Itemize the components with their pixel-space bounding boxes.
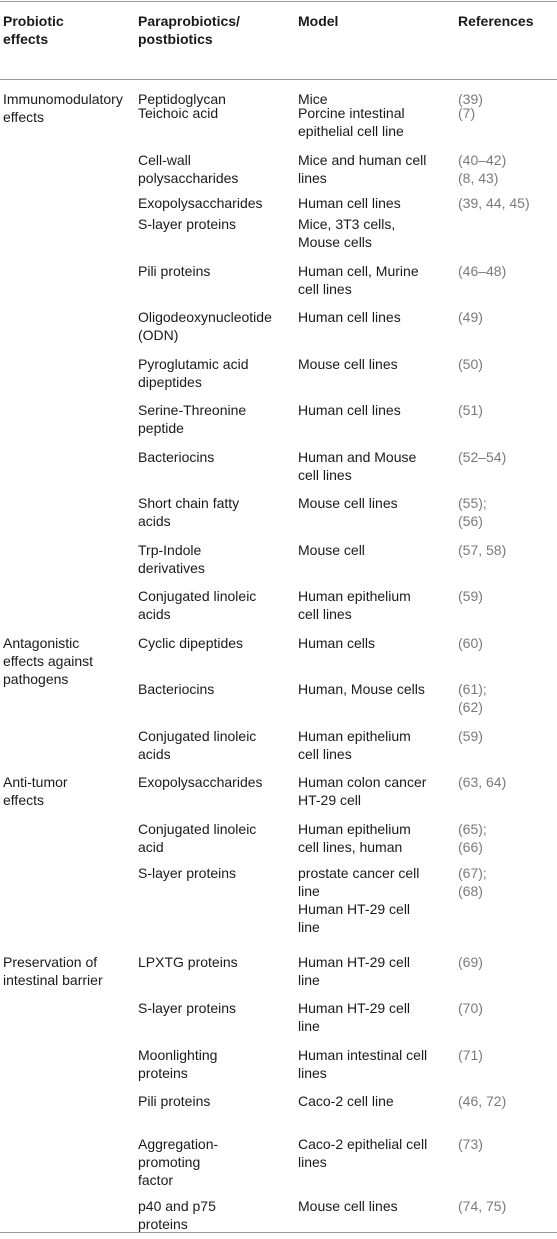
reference-link[interactable]: (55); [458,495,487,511]
postbiotic-cell [138,634,243,652]
reference-link[interactable]: (69) [458,954,483,970]
cell-text-line: Human HT-29 cell [298,1000,411,1016]
cell-text-line: effects against [3,653,94,669]
postbiotic-cell [138,1135,218,1189]
postbiotic-cell [138,401,246,437]
references-cell[interactable] [458,194,530,212]
cell-text-line: S-layer proteins [138,865,237,881]
references-cell[interactable] [458,1197,506,1215]
postbiotic-cell [138,953,238,971]
cell-text-line: Mouse cells [298,234,372,250]
cell-text-line: factor [138,1172,174,1188]
cell-text-line: Anti-tumor [3,774,68,790]
cell-text-line: pathogens [3,671,69,687]
postbiotic-cell [138,680,214,698]
table-top-rule [0,1,557,2]
cell-text-line: p40 and p75 [138,1198,216,1214]
cell-text-line: Human colon cancer [298,774,427,790]
reference-link[interactable]: (66) [458,839,483,855]
header-model: Model [298,13,339,29]
header-references: References [458,13,534,29]
references-cell[interactable] [458,151,506,187]
cell-text-line: Human cell, Murine [298,263,419,279]
cell-text-line: lines [298,1154,327,1170]
reference-link[interactable]: (50) [458,356,483,372]
cell-text-line: Human cell lines [298,309,401,325]
cell-text-line: line [298,883,320,899]
postbiotic-cell [138,773,263,791]
references-cell[interactable] [458,727,483,745]
references-cell[interactable] [458,680,487,716]
cell-text-line: Mouse cell lines [298,1198,398,1214]
postbiotic-cell [138,727,256,763]
model-cell [298,680,425,698]
cell-text-line: proteins [138,1065,188,1081]
cell-text-line: Human epithelium [298,728,411,744]
postbiotic-cell [138,494,239,530]
references-cell[interactable] [458,494,487,530]
cell-text-line: polysaccharides [138,170,239,186]
cell-text-line: acids [138,606,171,622]
model-cell [298,215,395,251]
header-paraprobiotics-postbiotics: Paraprobiotics/ postbiotics [138,13,240,47]
cell-text-line: Conjugated linoleic [138,821,257,837]
cell-text-line: Trp-Indole [138,542,202,558]
cell-text-line: Immunomodulatory [3,91,123,107]
cell-text-line: Porcine intestinal [298,105,405,121]
reference-link[interactable]: (40–42) [458,152,507,168]
cell-text-line: Exopolysaccharides [138,774,263,790]
cell-text-line: cell lines [298,281,352,297]
reference-link[interactable]: (68) [458,883,483,899]
cell-text-line: Human cell lines [298,402,401,418]
postbiotic-cell [138,104,218,122]
cell-text-line: Peptidoglycan [138,91,226,107]
cell-text-line: peptide [138,420,184,436]
references-cell[interactable] [458,999,483,1017]
cell-text-line: Mouse cell lines [298,356,398,372]
postbiotic-cell [138,308,272,344]
references-cell[interactable] [458,541,506,559]
cell-text-line: Short chain fatty [138,495,240,511]
postbiotic-cell [138,355,249,391]
cell-text-line: dipeptides [138,374,202,390]
cell-text-line: Oligodeoxynucleotide [138,309,272,325]
model-cell [298,1197,398,1215]
cell-text-line: Pili proteins [138,263,211,279]
cell-text-line: Serine-Threonine [138,402,247,418]
references-cell[interactable] [458,773,506,791]
reference-link[interactable]: (73) [458,1136,483,1152]
reference-link[interactable]: (60) [458,635,483,651]
postbiotic-cell [138,1092,210,1110]
cell-text-line: Pili proteins [138,1093,211,1109]
probiotic-effect-cell [3,90,123,126]
reference-link[interactable]: (8, 43) [458,170,499,186]
model-cell [298,634,375,652]
cell-text-line: Teichoic acid [138,105,219,121]
reference-link[interactable]: (62) [458,699,483,715]
references-cell[interactable] [458,1092,506,1110]
model-cell [298,355,398,373]
reference-link[interactable]: (46, 72) [458,1093,507,1109]
cell-text-line: cell lines, human [298,839,403,855]
cell-text-line: cell lines [298,467,352,483]
cell-text-line: acids [138,746,171,762]
cell-text-line: S-layer proteins [138,1000,237,1016]
references-cell[interactable] [458,401,483,419]
reference-link[interactable]: (56) [458,513,483,529]
cell-text-line: (ODN) [138,327,179,343]
cell-text-line: line [298,919,320,935]
references-cell[interactable] [458,820,487,856]
model-cell [298,999,410,1035]
cell-text-line: Bacteriocins [138,449,215,465]
cell-text-line: LPXTG proteins [138,954,238,970]
model-cell [298,494,398,512]
cell-text-line: epithelial cell line [298,123,404,139]
model-cell [298,864,419,936]
cell-text-line: Human cells [298,635,376,651]
cell-text-line: Aggregation- [138,1136,219,1152]
cell-text-line: derivatives [138,560,205,576]
cell-text-line: promoting [138,1154,201,1170]
postbiotic-cell [138,151,238,187]
cell-text-line: effects [3,792,44,808]
cell-text-line: Human HT-29 cell [298,954,411,970]
reference-link[interactable]: (63, 64) [458,774,507,790]
cell-text-line: Human, Mouse cells [298,681,425,697]
probiotic-effect-cell [3,634,93,688]
cell-text-line: Pyroglutamic acid [138,356,249,372]
cell-text-line: Conjugated linoleic [138,588,257,604]
model-cell [298,1046,427,1082]
reference-link[interactable]: (61); [458,681,487,697]
reference-link[interactable]: (59) [458,728,483,744]
probiotic-effect-cell [3,773,68,809]
cell-text-line: acid [138,839,164,855]
cell-text-line: line [298,1018,320,1034]
cell-text-line: Mouse cell [298,542,365,558]
cell-text-line: Mouse cell lines [298,495,398,511]
cell-text-line: HT-29 cell [298,792,362,808]
reference-link[interactable]: (65); [458,821,487,837]
model-cell [298,194,401,212]
model-cell [298,727,411,763]
cell-text-line: proteins [138,1216,188,1232]
model-cell [298,308,401,326]
model-cell [298,401,401,419]
model-cell [298,1135,427,1171]
reference-link[interactable]: (46–48) [458,263,507,279]
postbiotic-cell [138,864,236,882]
references-cell[interactable] [458,587,483,605]
model-cell [298,1092,394,1110]
header-probiotic-effects: Probiotic effects [3,13,64,47]
cell-text-line: Human and Mouse [298,449,417,465]
cell-text-line: Conjugated linoleic [138,728,257,744]
references-cell[interactable] [458,308,483,326]
cell-text-line: Human epithelium [298,821,411,837]
model-cell [298,587,411,623]
cell-text-line: Human intestinal cell [298,1047,428,1063]
model-cell [298,262,419,298]
postbiotic-cell [138,1197,216,1233]
cell-text-line: Caco-2 epithelial cell [298,1136,428,1152]
postbiotic-cell [138,448,214,466]
cell-text-line: S-layer proteins [138,216,237,232]
reference-link[interactable]: (7) [458,105,476,121]
references-cell[interactable] [458,355,483,373]
reference-link[interactable]: (39, 44, 45) [458,195,530,211]
model-cell [298,448,416,484]
cell-text-line: Preservation of [3,954,98,970]
references-cell[interactable] [458,634,483,652]
probiotic-effect-cell [3,953,103,989]
model-cell [298,820,411,856]
cell-text-line: lines [298,1065,327,1081]
reference-link[interactable]: (51) [458,402,483,418]
references-cell[interactable] [458,1046,483,1064]
table-bottom-rule [0,1232,557,1233]
references-cell[interactable] [458,104,475,122]
postbiotic-cell [138,262,210,280]
cell-text-line: Human cell lines [298,195,401,211]
postbiotic-cell [138,999,236,1017]
cell-text-line: Cell-wall [138,152,191,168]
references-cell[interactable] [458,448,506,466]
model-cell [298,773,426,809]
postbiotic-cell [138,587,256,623]
cell-text-line: Human HT-29 cell [298,901,411,917]
references-cell[interactable] [458,262,506,280]
model-cell [298,151,426,187]
reference-link[interactable]: (39) [458,91,483,107]
cell-text-line: Antagonistic [3,635,80,651]
reference-link[interactable]: (67); [458,865,487,881]
cell-text-line: Mice [298,91,328,107]
cell-text-line: Exopolysaccharides [138,195,263,211]
postbiotic-cell [138,194,263,212]
reference-link[interactable]: (57, 58) [458,542,507,558]
reference-link[interactable]: (74, 75) [458,1198,507,1214]
references-cell[interactable] [458,864,487,900]
cell-text-line: Moonlighting [138,1047,218,1063]
reference-link[interactable]: (49) [458,309,483,325]
postbiotic-cell [138,1046,217,1082]
postbiotic-cell [138,820,256,856]
cell-text-line: lines [298,170,327,186]
model-cell [298,953,410,989]
reference-link[interactable]: (52–54) [458,449,507,465]
cell-text-line: Mice and human cell [298,152,427,168]
cell-text-line: effects [3,109,44,125]
cell-text-line: line [298,972,320,988]
postbiotic-cell [138,541,205,577]
reference-link[interactable]: (70) [458,1000,483,1016]
postbiotic-cell [138,215,236,233]
cell-text-line: acids [138,513,171,529]
model-cell [298,541,365,559]
header-divider-rule [0,79,557,80]
cell-text-line: cell lines [298,606,352,622]
reference-link[interactable]: (59) [458,588,483,604]
cell-text-line: Cyclic dipeptides [138,635,244,651]
cell-text-line: prostate cancer cell [298,865,420,881]
cell-text-line: Caco-2 cell line [298,1093,394,1109]
cell-text-line: Bacteriocins [138,681,215,697]
reference-link[interactable]: (71) [458,1047,483,1063]
cell-text-line: intestinal barrier [3,972,103,988]
references-cell[interactable] [458,953,483,971]
cell-text-line: Mice, 3T3 cells, [298,216,396,232]
cell-text-line: Human epithelium [298,588,411,604]
model-cell [298,104,405,140]
references-cell[interactable] [458,1135,483,1153]
cell-text-line: cell lines [298,746,352,762]
